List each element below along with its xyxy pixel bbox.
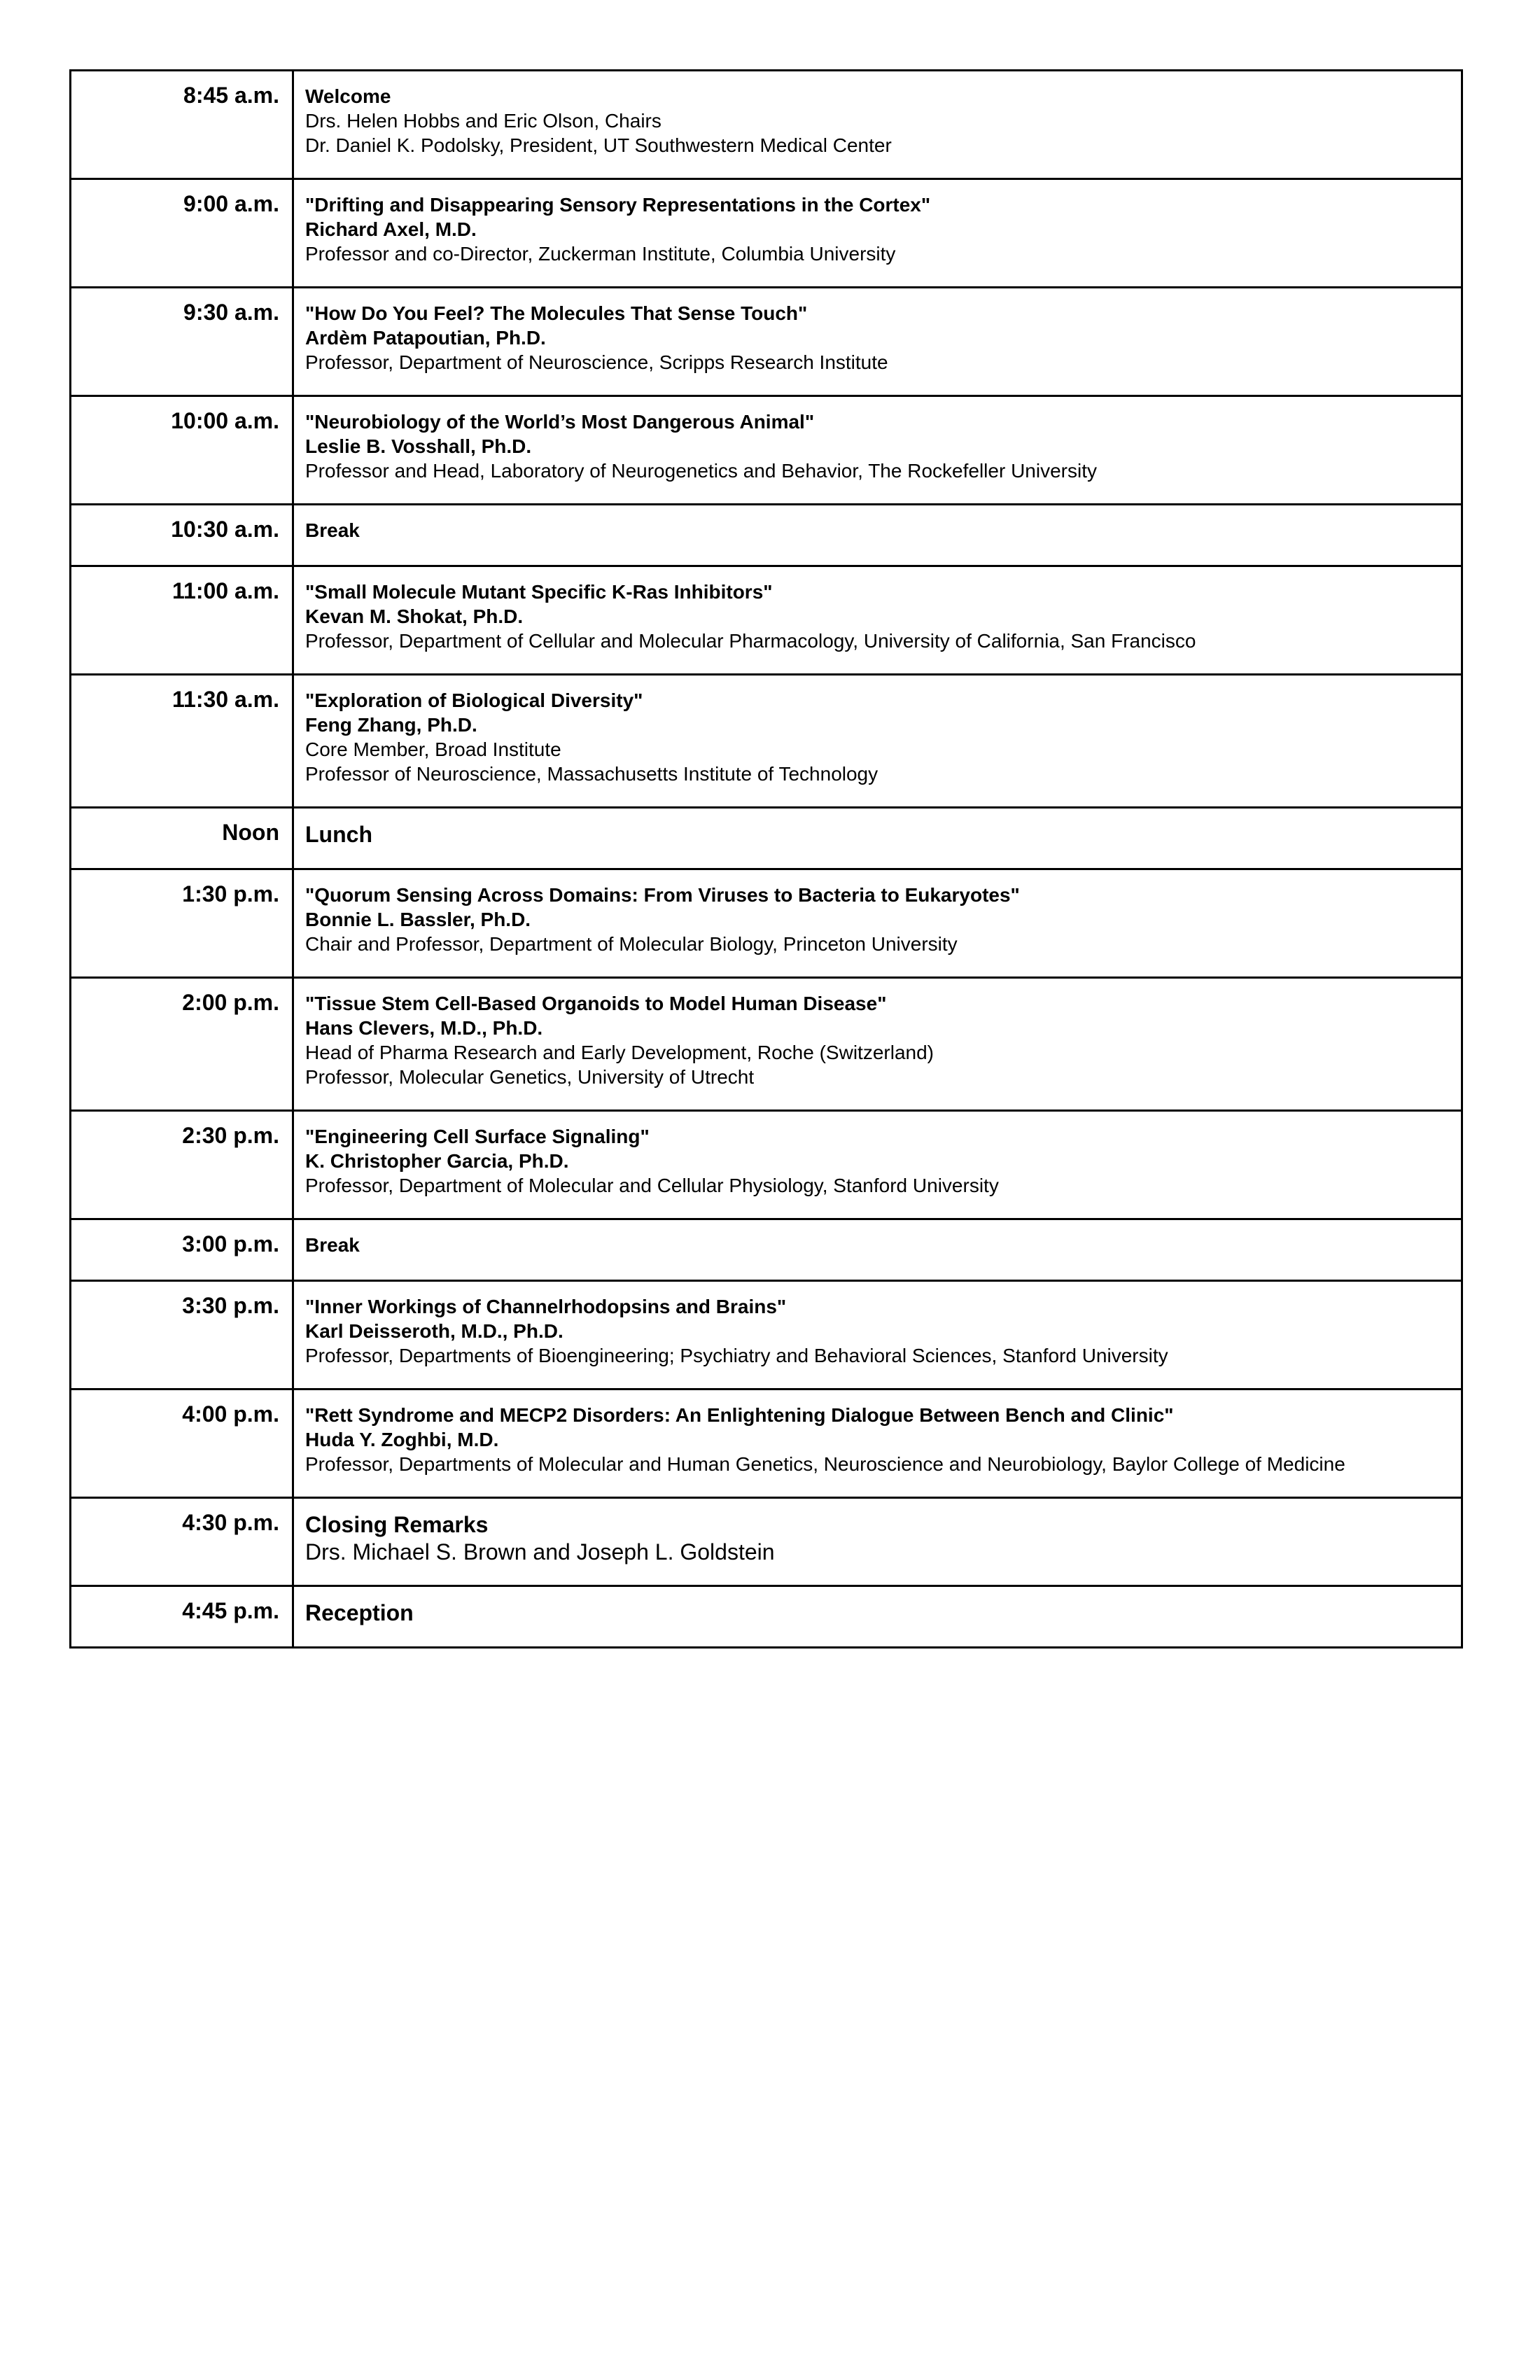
session-time: 4:45 p.m. — [71, 1586, 293, 1648]
session-time: 10:30 a.m. — [71, 505, 293, 566]
schedule-row — [71, 71, 1462, 179]
schedule-row — [71, 566, 1462, 675]
session-title: "Engineering Cell Surface Signaling" — [305, 1126, 650, 1147]
session-time: 11:00 a.m. — [71, 566, 293, 675]
session-title: "Exploration of Biological Diversity" — [305, 690, 643, 711]
session-time: 4:30 p.m. — [71, 1498, 293, 1586]
session-info-line: Professor and Head, Laboratory of Neurogenetics and Behavior, The Rockefeller University — [305, 460, 1097, 482]
session-time: 9:30 a.m. — [71, 288, 293, 396]
session-details — [293, 675, 1462, 808]
session-info-line: Professor of Neuroscience, Massachusetts Institute of Technology — [305, 763, 878, 785]
session-info-line: Leslie B. Vosshall, Ph.D. — [305, 435, 532, 457]
session-details — [293, 179, 1462, 288]
schedule-row — [71, 675, 1462, 808]
session-details — [293, 566, 1462, 675]
session-details — [293, 808, 1462, 869]
session-info-line: Richard Axel, M.D. — [305, 218, 477, 240]
session-details — [293, 978, 1462, 1111]
session-details — [293, 396, 1462, 505]
schedule-row — [71, 179, 1462, 288]
session-title: Closing Remarks — [305, 1512, 489, 1537]
session-title: Welcome — [305, 85, 391, 107]
schedule-row — [71, 1111, 1462, 1219]
session-info-line: Feng Zhang, Ph.D. — [305, 714, 477, 736]
session-details — [293, 1586, 1462, 1648]
session-details — [293, 505, 1462, 566]
schedule-row — [71, 1281, 1462, 1390]
session-time: 4:00 p.m. — [71, 1390, 293, 1498]
schedule-row — [71, 1498, 1462, 1586]
session-details — [293, 1219, 1462, 1281]
session-info-line: Drs. Michael S. Brown and Joseph L. Goldstein — [305, 1539, 775, 1564]
session-info-line: Bonnie L. Bassler, Ph.D. — [305, 909, 531, 930]
schedule-row — [71, 869, 1462, 978]
session-info-line: Huda Y. Zoghbi, M.D. — [305, 1429, 499, 1450]
session-info-line: Professor and co-Director, Zuckerman Institute, Columbia University — [305, 243, 896, 265]
session-info-line: Karl Deisseroth, M.D., Ph.D. — [305, 1320, 564, 1342]
session-time: 3:30 p.m. — [71, 1281, 293, 1390]
schedule-row — [71, 808, 1462, 869]
session-details — [293, 1111, 1462, 1219]
session-title: Reception — [305, 1600, 414, 1625]
session-info-line: Core Member, Broad Institute — [305, 738, 561, 760]
session-time: 2:30 p.m. — [71, 1111, 293, 1219]
session-title: "Inner Workings of Channelrhodopsins and Brains" — [305, 1296, 787, 1317]
schedule-row — [71, 288, 1462, 396]
session-title: "Quorum Sensing Across Domains: From Viruses to Bacteria to Eukaryotes" — [305, 884, 1020, 906]
schedule-table — [69, 69, 1463, 1648]
schedule-row — [71, 1219, 1462, 1281]
session-info-line: Professor, Departments of Molecular and Human Genetics, Neuroscience and Neurobiology, Baylor College of Medicine — [305, 1453, 1345, 1475]
session-details — [293, 71, 1462, 179]
session-info-line: Drs. Helen Hobbs and Eric Olson, Chairs — [305, 110, 662, 132]
session-time: 10:00 a.m. — [71, 396, 293, 505]
session-title: Break — [305, 1234, 360, 1256]
session-title: "How Do You Feel? The Molecules That Sense Touch" — [305, 302, 808, 324]
session-info-line: Head of Pharma Research and Early Development, Roche (Switzerland) — [305, 1042, 934, 1063]
schedule-row — [71, 1390, 1462, 1498]
session-details — [293, 1281, 1462, 1390]
schedule-row — [71, 396, 1462, 505]
session-time: 11:30 a.m. — [71, 675, 293, 808]
session-details — [293, 288, 1462, 396]
session-info-line: Kevan M. Shokat, Ph.D. — [305, 606, 524, 627]
session-title: "Neurobiology of the World’s Most Dangerous Animal" — [305, 411, 815, 433]
session-info-line: Professor, Departments of Bioengineering; Psychiatry and Behavioral Sciences, Stanford University — [305, 1345, 1168, 1366]
session-info-line: Hans Clevers, M.D., Ph.D. — [305, 1017, 543, 1039]
session-time: 2:00 p.m. — [71, 978, 293, 1111]
session-time: 9:00 a.m. — [71, 179, 293, 288]
schedule-row — [71, 978, 1462, 1111]
session-title: "Drifting and Disappearing Sensory Representations in the Cortex" — [305, 194, 931, 216]
session-time: Noon — [71, 808, 293, 869]
session-details — [293, 1390, 1462, 1498]
session-info-line: Professor, Department of Cellular and Molecular Pharmacology, University of California, San Francisco — [305, 630, 1196, 652]
schedule-row — [71, 1586, 1462, 1648]
session-title: "Small Molecule Mutant Specific K-Ras Inhibitors" — [305, 581, 773, 603]
schedule-row — [71, 505, 1462, 566]
session-info-line: K. Christopher Garcia, Ph.D. — [305, 1150, 569, 1172]
session-time: 3:00 p.m. — [71, 1219, 293, 1281]
session-title: Lunch — [305, 822, 372, 847]
session-title: "Rett Syndrome and MECP2 Disorders: An Enlightening Dialogue Between Bench and Clinic" — [305, 1404, 1174, 1426]
session-info-line: Chair and Professor, Department of Molecular Biology, Princeton University — [305, 933, 958, 955]
session-info-line: Ardèm Patapoutian, Ph.D. — [305, 327, 546, 349]
session-title: "Tissue Stem Cell-Based Organoids to Model Human Disease" — [305, 993, 887, 1014]
session-time: 8:45 a.m. — [71, 71, 293, 179]
session-info-line: Professor, Department of Molecular and Cellular Physiology, Stanford University — [305, 1175, 999, 1196]
session-details — [293, 1498, 1462, 1586]
session-info-line: Professor, Molecular Genetics, University of Utrecht — [305, 1066, 755, 1088]
schedule-body — [71, 71, 1462, 1648]
session-details — [293, 869, 1462, 978]
session-title: Break — [305, 519, 360, 541]
session-info-line: Professor, Department of Neuroscience, Scripps Research Institute — [305, 351, 888, 373]
session-time: 1:30 p.m. — [71, 869, 293, 978]
session-info-line: Dr. Daniel K. Podolsky, President, UT Southwestern Medical Center — [305, 134, 892, 156]
